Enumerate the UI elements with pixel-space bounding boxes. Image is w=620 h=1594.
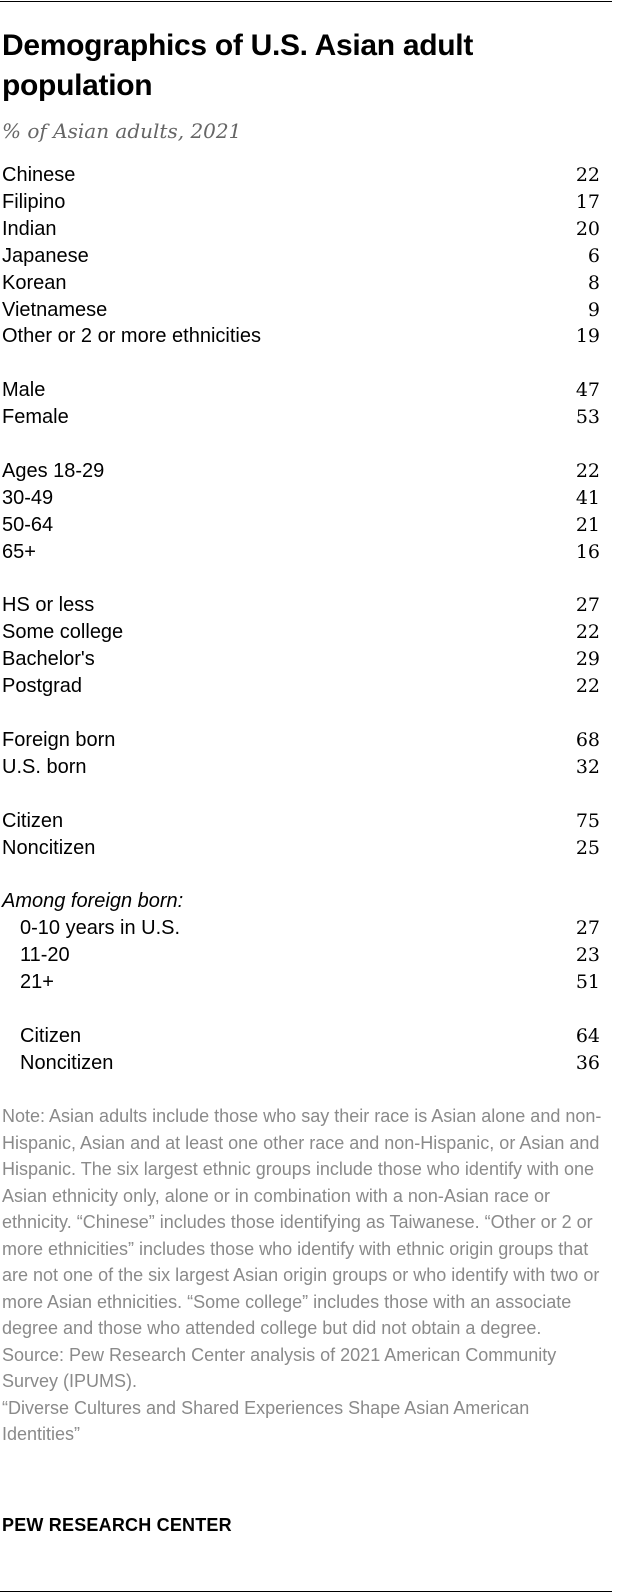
row-label: 11-20: [20, 944, 70, 967]
row-label: Ages 18-29: [2, 459, 105, 482]
row-label: 30-49: [2, 486, 54, 509]
row-value: 16: [575, 540, 600, 563]
row-label: Citizen: [20, 1024, 82, 1047]
row-value: 22: [575, 459, 600, 482]
row-value: 29: [575, 648, 600, 671]
table-row: [0, 673, 600, 700]
row-value: 22: [575, 675, 600, 698]
table-row: [0, 969, 600, 996]
row-label: Citizen: [2, 809, 64, 832]
row-label: Noncitizen: [2, 836, 96, 859]
row-value: 64: [575, 1024, 600, 1047]
chart-title: Demographics of U.S. Asian adult population: [2, 29, 474, 102]
row-value: 53: [575, 406, 600, 429]
row-label: Foreign born: [2, 728, 116, 751]
row-label: 65+: [2, 540, 36, 563]
row-value: 47: [575, 379, 600, 402]
row-label: Postgrad: [2, 675, 83, 698]
table-row: [0, 1050, 600, 1077]
row-value: 51: [575, 971, 600, 993]
table-row: [0, 162, 600, 189]
table-row: [0, 915, 600, 942]
row-label: 50-64: [2, 513, 54, 536]
row-label: Indian: [2, 217, 57, 240]
row-value: 36: [575, 1051, 600, 1074]
row-value: 9: [587, 298, 600, 321]
note-text: Note: Asian adults include those who say their race is Asian alone and non-Hispanic, Asian and at least one other race and non-Hispanic, or Asian and Hispanic. The six largest ethnic groups include those who identify with one Asian ethnicity only, alone or in combination with a non-Asian race or ethnicity. “Chinese” includes those identifying as Taiwanese. “Other or 2 or more ethnicities” includes those who identify with ethnic origin groups that are not one of the six largest Asian origin groups or who identify with two or more Asian ethnicities. “Some college” includes those with an associate degree and those who attended college but did not obtain a degree.: [2, 1106, 602, 1338]
row-label: U.S. born: [2, 755, 87, 778]
table-row: [0, 404, 600, 431]
bottom-rule: [0, 1591, 612, 1592]
table-row: [0, 458, 600, 485]
row-label: Noncitizen: [20, 1051, 114, 1074]
row-label: Korean: [2, 271, 67, 294]
row-value: 22: [575, 164, 600, 186]
row-value: 32: [575, 755, 600, 778]
row-label: Female: [2, 406, 69, 429]
group-header: [0, 888, 600, 915]
table-row: [0, 646, 600, 673]
row-value: 27: [575, 594, 600, 617]
row-label: Filipino: [2, 190, 66, 213]
row-label: Some college: [2, 621, 124, 644]
row-value: 19: [575, 325, 600, 348]
row-label: Japanese: [2, 244, 89, 267]
table-row: [0, 512, 600, 539]
row-label: Vietnamese: [2, 298, 108, 321]
table-row: [0, 243, 600, 270]
row-value: 17: [575, 190, 600, 213]
table-row: [0, 377, 600, 404]
row-label: Bachelor's: [2, 648, 95, 671]
row-label: 0-10 years in U.S.: [20, 917, 181, 940]
table-row: [0, 942, 600, 969]
row-label: Male: [2, 379, 46, 402]
table-row: [0, 270, 600, 297]
row-label: HS or less: [2, 594, 95, 617]
row-value: 21: [575, 513, 600, 536]
row-label: Other or 2 or more ethnicities: [2, 325, 261, 348]
row-value: 25: [575, 836, 600, 859]
table-row: [0, 485, 600, 512]
footnotes: [2, 1103, 602, 1448]
table-row: [0, 1023, 600, 1050]
row-value: 20: [575, 217, 600, 240]
group-header-label: Among foreign born:: [2, 890, 184, 913]
table-row: [0, 808, 600, 835]
table-row: [0, 835, 600, 862]
row-value: 27: [575, 917, 600, 940]
table-row: [0, 754, 600, 781]
table-row: [0, 216, 600, 243]
table-row: [0, 592, 600, 619]
row-value: 22: [575, 621, 600, 644]
report-title-text: “Diverse Cultures and Shared Experiences Shape Asian American Identities”: [2, 1397, 530, 1444]
row-label: Chinese: [2, 164, 76, 186]
row-value: 41: [575, 486, 600, 509]
row-value: 6: [587, 244, 600, 267]
table-row: [0, 189, 600, 216]
table-row: [0, 619, 600, 646]
table-row: [0, 297, 600, 324]
row-value: 8: [587, 271, 600, 294]
source-text: Source: Pew Research Center analysis of 2021 American Community Survey (IPUMS).: [2, 1344, 557, 1391]
chart-subtitle: % of Asian adults, 2021: [2, 119, 242, 143]
table-row: [0, 727, 600, 754]
row-label: 21+: [20, 971, 54, 993]
row-value: 23: [575, 944, 600, 967]
row-value: 68: [575, 728, 600, 751]
table-row: [0, 323, 600, 350]
row-value: 75: [575, 809, 600, 832]
pew-research-center-logo: PEW RESEARCH CENTER: [2, 1515, 232, 1535]
table-row: [0, 539, 600, 566]
